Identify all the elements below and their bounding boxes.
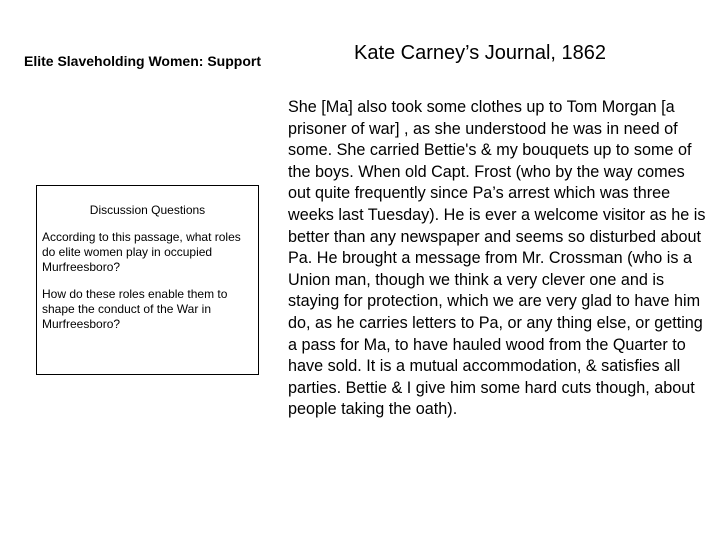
discussion-questions-box: [36, 185, 259, 375]
discussion-questions-heading: Discussion Questions: [89, 203, 206, 217]
discussion-question-2: How do these roles enable them to shape the conduct of the War in Murfreesboro?: [42, 287, 228, 331]
section-title: Elite Slaveholding Women: Support: [24, 53, 261, 69]
journal-excerpt: She [Ma] also took some clothes up to Tom Morgan [a prisoner of war] , as she understood he was in need of some. She carried Bettie's & my bouquets up to some of the boys. When old Capt. Frost (who by the way comes out quite frequently since Pa’s arrest which was three weeks last Tuesday). He is ever a welcome visitor as he is better than any newspaper and seems so disturbed about Pa. He brought a message from Mr. Crossman (who is a Union man, though we think a very clever one and is staying for protection, which we are very glad to have him do, as he carries letters to Pa, or any thing else, or getting a pass for Ma, to have hauled wood from the Quarter to have sold. It is a mutual accommodation, & satisfies all parties. Bettie & I give him some hard cuts though, about people taking the oath).: [288, 98, 706, 419]
discussion-question-1: According to this passage, what roles do elite women play in occupied Murfreesboro?: [42, 230, 241, 274]
slide-title: Kate Carney’s Journal, 1862: [353, 42, 606, 64]
